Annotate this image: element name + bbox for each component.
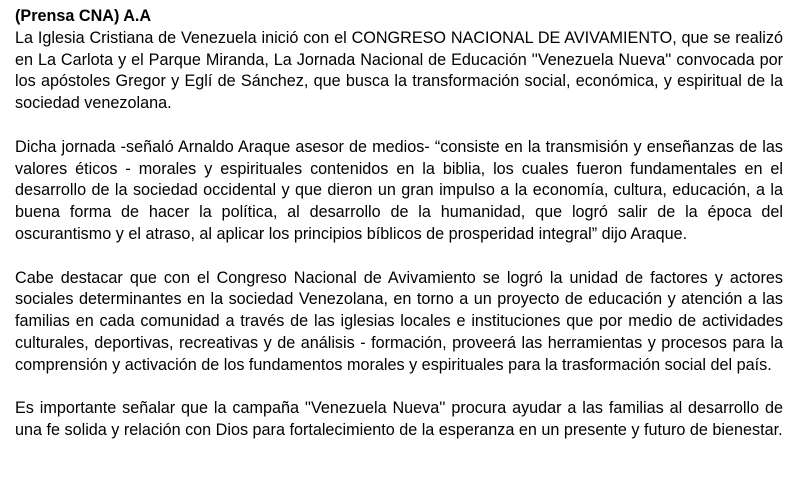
article-paragraph-1: La Iglesia Cristiana de Venezuela inició con el CONGRESO NACIONAL DE AVIVAMIENTO, que se realizó en La Carlota y el Parque Miranda, La Jornada Nacional de Educación ''Venezuela Nueva'' convocada por los apóstoles Gregor y Eglí de Sánchez, que busca la transformación social, económica, y espiritual de la sociedad venezolana.	[15, 28, 783, 113]
article-paragraph-2: Dicha jornada -señaló Arnaldo Araque asesor de medios- “consiste en la transmisión y enseñanzas de las valores éticos - morales y espirituales contenidos en la biblia, los cuales fueron fundamentales en el desarrollo de la sociedad occidental y que dieron un gran impulso a la economía, cultura, educación, a la buena forma de hacer la política, al desarrollo de la humanidad, que logró salir de la época del oscurantismo y el atraso, al aplicar los principios bíblicos de prosperidad integral” dijo Araque.	[15, 137, 783, 243]
article-paragraph-3: Cabe destacar que con el Congreso Nacional de Avivamiento se logró la unidad de factores y actores sociales determinantes en la sociedad Venezolana, en torno a un proyecto de educación y atención a las familias en cada comunidad a través de las iglesias locales e instituciones que por medio de actividades culturales, deportivas, recreativas y de análisis - formación, proveerá las herramientas y procesos para la comprensión y activación de los fundamentos morales y espirituales para la trasformación social del país.	[15, 268, 783, 374]
article-paragraph-4: Es importante señalar que la campaña ''Venezuela Nueva'' procura ayudar a las familias al desarrollo de una fe solida y relación con Dios para fortalecimiento de la esperanza en un presente y futuro de bienestar.	[15, 399, 783, 440]
article-headline: (Prensa CNA) A.A	[15, 7, 152, 25]
article	[15, 6, 783, 464]
